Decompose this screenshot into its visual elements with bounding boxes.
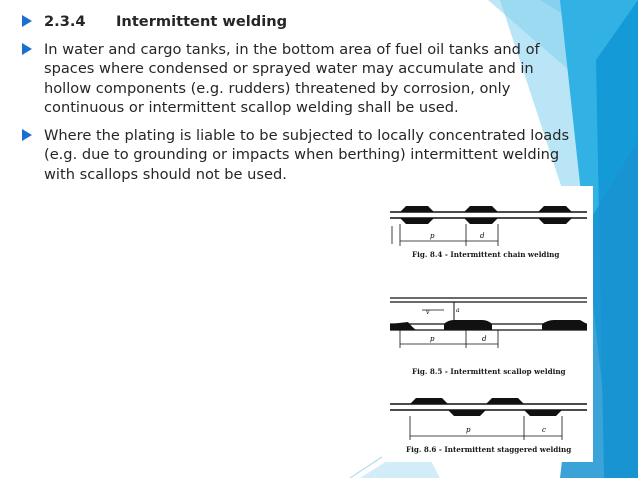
section-number: 2.3.4 [44, 13, 86, 30]
bullet-arrow-icon [22, 15, 32, 27]
bullet-arrow-icon [22, 129, 32, 141]
fig-8-6-label-p: p [466, 426, 471, 434]
bullet-item [22, 40, 582, 118]
bullet-text: Where the plating is liable to be subjected to locally concentrated loads (e.g. due to grounding or impacts when berthing) intermittent welding with scallops should not be used. [44, 126, 570, 183]
bullet-arrow-icon [22, 43, 32, 55]
fig-8-4-drawing [390, 206, 587, 246]
fig-8-5-caption: Fig. 8.5 - Intermittent scallop welding [412, 367, 566, 376]
fig-8-6-caption: Fig. 8.6 - Intermittent staggered welding [406, 445, 572, 454]
fig-8-5-label-d: d [482, 335, 487, 343]
fig-8-6-drawing [390, 398, 587, 440]
bullet-text: In water and cargo tanks, in the bottom area of fuel oil tanks and of spaces where condensed or sprayed water may accumulate and in hollow components (e.g. rudders) threatened by corrosion, only continuous or intermittent scallop welding shall be used. [44, 40, 540, 116]
fig-8-4-label-p: p [430, 232, 435, 240]
fig-8-5-label-v: v [426, 309, 430, 316]
fig-8-6-label-c: c [542, 426, 546, 434]
fig-8-5-label-p: p [430, 335, 435, 343]
bullet-heading [22, 12, 582, 32]
section-title: Intermittent welding [116, 13, 288, 30]
fig-8-5-label-a: a [456, 307, 460, 314]
fig-8-4-caption: Fig. 8.4 - Intermittent chain welding [412, 250, 560, 259]
welding-figures-image [382, 186, 593, 462]
bullet-item [22, 126, 582, 185]
fig-8-5-drawing [390, 298, 587, 348]
fig-8-4-label-d: d [480, 232, 485, 240]
slide-body [22, 12, 582, 184]
welding-figures-panel [382, 186, 593, 462]
